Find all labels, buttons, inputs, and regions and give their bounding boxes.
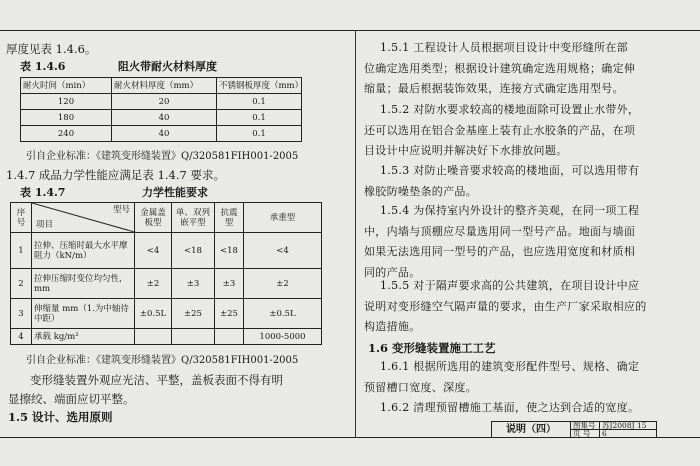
- table-row: [21, 94, 302, 110]
- table-cell: 0.1: [217, 126, 302, 142]
- mechanical-properties-table: [10, 202, 322, 345]
- reference-standard-2: 引自企业标准：《建筑变形缝装置》Q/320581FIH001-2005: [26, 355, 299, 366]
- table-row: [11, 329, 322, 345]
- paragraph-line: 橡胶防噪垫条的产品。: [364, 184, 477, 198]
- table-cell: ±25: [172, 299, 215, 329]
- label-page-no: 页 号: [571, 430, 600, 438]
- paragraph-line: 缩量；最后根据装饰效果，连接方式确定选用型号。: [364, 82, 624, 95]
- table-cell: [215, 329, 244, 345]
- table-header: 耐火材料厚度（mm）: [112, 78, 217, 94]
- requirement-para-line: 显擦绞、端面应切平整。: [8, 392, 135, 406]
- table-cell: 4: [11, 329, 32, 345]
- table-cell: 0.1: [217, 110, 302, 126]
- table-cell: ±3: [172, 269, 215, 299]
- table-cell: 40: [112, 126, 217, 142]
- table-header: 金属盖板型: [135, 203, 172, 233]
- table-cell: 拉伸压缩时变位均匀性，mm: [32, 269, 135, 299]
- header-item-label: 项目: [36, 220, 54, 230]
- page-number: 6: [600, 430, 657, 438]
- table-cell: ±0.5L: [135, 299, 172, 329]
- paragraph-1-5-3: [364, 161, 687, 202]
- paragraph-line: 1.6.1 根据所选用的建筑变形配件型号、规格、确定: [380, 360, 640, 373]
- table-cell: ±2: [135, 269, 172, 299]
- paragraph-line: 同的产品。: [364, 265, 421, 279]
- paragraph-line: 中，内墙与顶棚应尽量选用同一型号产品。地面与墙面: [364, 224, 636, 238]
- table-cell: 180: [21, 110, 112, 126]
- table-row: [21, 126, 302, 142]
- table-cell: 3: [11, 299, 32, 329]
- table-row: [21, 110, 302, 126]
- column-divider: [355, 30, 356, 437]
- table-cell: <4: [244, 233, 322, 269]
- reference-standard-1: 引自企业标准：《建筑变形缝装置》Q/320581FIH001-2005: [26, 151, 299, 162]
- requirement-1-4-7: 1.4.7 成品力学性能应满足表 1.4.7 要求。: [6, 168, 225, 182]
- paragraph-line: 1.5.1 工程设计人员根据项目设计中变形缝所在部: [380, 41, 628, 54]
- table-cell: ±25: [215, 299, 244, 329]
- table2-caption-title: 力学性能要求: [142, 186, 208, 199]
- paragraph-1-5-5: [364, 276, 687, 338]
- table-cell: [135, 329, 172, 345]
- table-header-row: [21, 78, 302, 94]
- table-cell: 2: [11, 269, 32, 299]
- paragraph-line: 构造措施。: [364, 320, 421, 333]
- table-header: 不锈钢板厚度（mm）: [217, 78, 302, 94]
- section-heading-1-5: 1.5 设计、选用原则: [8, 410, 113, 424]
- table-cell: [172, 329, 215, 345]
- paragraph-1-5-1: [364, 38, 687, 100]
- table-cell: 40: [112, 110, 217, 126]
- paragraph-line: 还可以选用在铝合金基座上装有止水胶条的产品，在项: [364, 123, 636, 137]
- table-cell: <18: [172, 233, 215, 269]
- table-row: [11, 269, 322, 299]
- paragraph-1-5-2: [364, 100, 687, 162]
- title-block: [491, 421, 657, 438]
- table-cell: 20: [112, 94, 217, 110]
- table1-caption-title: 阻火带耐火材料厚度: [118, 60, 217, 73]
- paragraph-1-6-2: 1.6.2 清理预留槽施工基面，使之达到合适的宽度。: [380, 401, 640, 414]
- table-cell: ±0.5L: [244, 299, 322, 329]
- paragraph-line: 1.5.4 为保持室内外设计的整齐美观，在同一项工程: [380, 204, 640, 217]
- section-heading-1-6: 1.6 变形缝装置施工工艺: [368, 341, 496, 355]
- table-cell: <18: [215, 233, 244, 269]
- paragraph-line: 说明对变形缝空气隔声量的要求，由生产厂家采取相应的: [364, 299, 647, 313]
- requirement-para-line: 变形缝装置外观应光洁、平整，盖板表面不得有明: [30, 373, 283, 387]
- paragraph-line: 位确定选用类型；根据设计建筑确定选用规格；确定伸: [364, 61, 636, 75]
- table-header: 承重型: [244, 203, 322, 233]
- paragraph-1-5-4: [364, 201, 687, 283]
- diagonal-header-cell: [32, 203, 135, 233]
- table-cell: 120: [21, 94, 112, 110]
- fire-barrier-table: [20, 77, 302, 142]
- set-number: 苏J2008J 15: [600, 422, 657, 430]
- table-cell: 1: [11, 233, 32, 269]
- paragraph-line: 目设计中应说明并解决好下水排放问题。: [364, 144, 568, 157]
- table-cell: ±2: [244, 269, 322, 299]
- table-cell: 240: [21, 126, 112, 142]
- table-cell: 0.1: [217, 94, 302, 110]
- table-cell: 拉伸、压缩时最大水平摩阻力（kN/m）: [32, 233, 135, 269]
- table-row: [11, 233, 322, 269]
- header-type-label: 型号: [112, 205, 130, 215]
- paragraph-line: 如果无法选用同一型号的产品，也应选用宽度和材质相: [364, 245, 636, 258]
- label-set-no: 图集号: [571, 422, 600, 430]
- top-border: [0, 30, 700, 31]
- paragraph-line: 1.5.2 对防水要求较高的楼地面除可设置止水带外，: [380, 103, 640, 116]
- table-header: 耐火时间（min）: [21, 78, 112, 94]
- intro-text: 厚度见表 1.4.6。: [6, 42, 97, 56]
- table-row: [11, 299, 322, 329]
- table-header: 抗震型: [215, 203, 244, 233]
- table-cell: <4: [135, 233, 172, 269]
- table-cell: 1000-5000: [244, 329, 322, 345]
- sheet-title: 说明（四）: [492, 422, 571, 438]
- paragraph-line: 1.5.3 对防止噪音要求较高的楼地面，可以选用带有: [380, 164, 640, 177]
- table-header: 序号: [11, 203, 32, 233]
- table2-caption-no: 表 1.4.7: [20, 186, 66, 199]
- paragraph-line: 1.5.5 对于隔声要求高的公共建筑，在项目设计中应: [380, 279, 640, 292]
- table1-caption-no: 表 1.4.6: [20, 60, 66, 73]
- paragraph-1-6-1: [364, 357, 687, 398]
- table-cell: ±3: [215, 269, 244, 299]
- table-header-row: [11, 203, 322, 233]
- table-header: 单、双列嵌平型: [172, 203, 215, 233]
- table-cell: 承载 kg/m²: [32, 329, 135, 345]
- paragraph-line: 预留槽口宽度、深度。: [364, 380, 477, 394]
- table-cell: 伸缩量 mm（1.为中轴待中距）: [32, 299, 135, 329]
